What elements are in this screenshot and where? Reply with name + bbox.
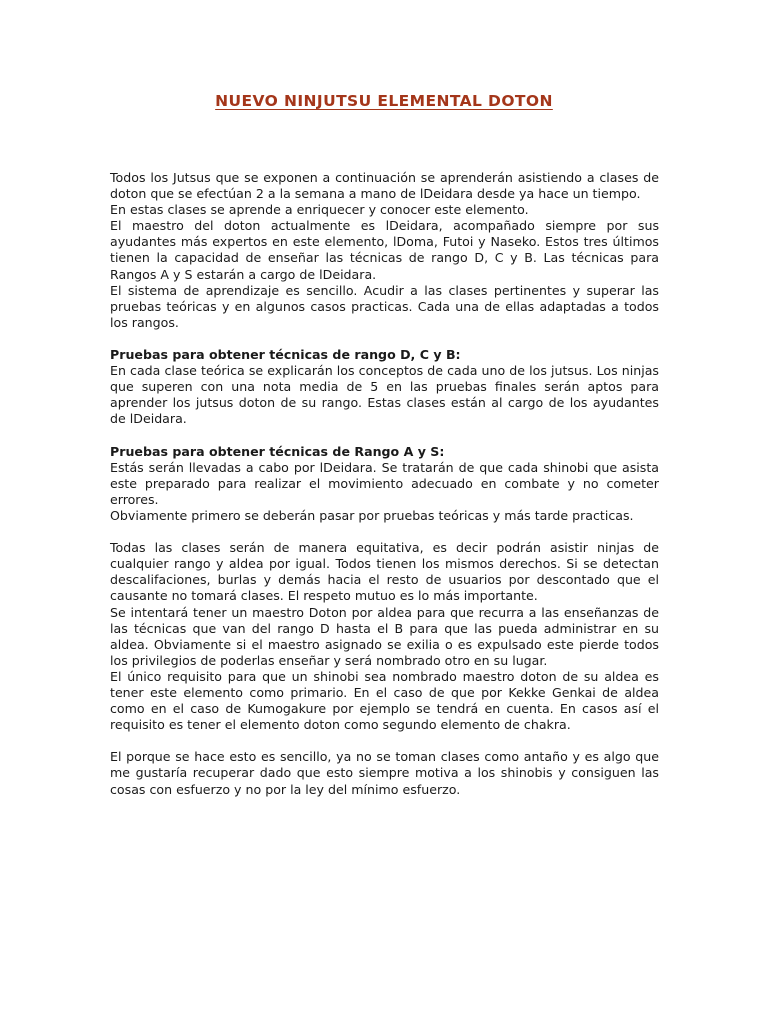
paragraph-gap (110, 331, 659, 347)
closing-paragraph: El porque se hace esto es sencillo, ya no se toman clases como antaño y es algo que me gustaría recuperar dado que esto siempre motiva a los shinobis y consiguen las cosas con esfuerzo y no por la ley del mínimo esfuerzo. (110, 749, 659, 797)
rules-paragraph: Se intentará tener un maestro Doton por aldea para que recurra a las enseñanzas de las técnicas que van del rango D hasta el B para que las pueda administrar en su aldea. Obviamente si el maestro asignado se exilia o es expulsado este pierde todos los privilegios de poderlas enseñar y será nombrado otro en su lugar. (110, 604, 659, 668)
intro-paragraph: En estas clases se aprende a enriquecer y conocer este elemento. (110, 202, 529, 218)
intro-paragraph: Todos los Jutsus que se exponen a continuación se aprenderán asistiendo a clases de doton que se efectúan 2 a la semana a mano de lDeidara desde ya hace un tiempo. (110, 170, 659, 202)
section-text-dcb: En cada clase teórica se explicarán los conceptos de cada uno de los jutsus. Los ninjas que superen con una nota media de 5 en las pruebas finales serán aptos para aprender los jutsus doton de su rango. Estas clases están al cargo de los ayudantes de lDeidara. (110, 363, 659, 427)
intro-paragraph: El sistema de aprendizaje es sencillo. Acudir a las clases pertinentes y superar las pruebas teóricas y en algunos casos practicas. Cada una de ellas adaptadas a todos los rangos. (110, 282, 659, 330)
rules-paragraph: El único requisito para que un shinobi sea nombrado maestro doton de su aldea es tener este elemento como primario. En el caso de que por Kekke Genkai de aldea como en el caso de Kumogakure por ejemplo se tendrá en cuenta. En casos así el requisito es tener el elemento doton como segundo elemento de chakra. (110, 668, 659, 733)
document-body (110, 170, 659, 798)
document-title-text: NUEVO NINJUTSU ELEMENTAL DOTON (215, 92, 553, 110)
section-text-as-2: Obviamente primero se deberán pasar por pruebas teóricas y más tarde practicas. (110, 507, 634, 523)
document-title (0, 92, 768, 110)
section-heading-dcb: Pruebas para obtener técnicas de rango D, C y B: (110, 347, 461, 363)
paragraph-gap (110, 524, 659, 540)
intro-paragraph: El maestro del doton actualmente es lDeidara, acompañado siempre por sus ayudantes más expertos en este elemento, lDoma, Futoi y Naseko. Estos tres últimos tienen la capacidad de enseñar las técnicas de rango D, C y B. Las técnicas para Rangos A y S estarán a cargo de lDeidara. (110, 218, 659, 282)
section-text-as: Estás serán llevadas a cabo por lDeidara. Se tratarán de que cada shinobi que asista este preparado para realizar el movimiento adecuado en combate y no cometer errores. (110, 459, 659, 507)
section-heading-as: Pruebas para obtener técnicas de Rango A y S: (110, 443, 445, 459)
paragraph-gap (110, 428, 659, 444)
paragraph-gap (110, 733, 659, 749)
rules-paragraph: Todas las clases serán de manera equitativa, es decir podrán asistir ninjas de cualquier rango y aldea por igual. Todos tienen los mismos derechos. Si se detectan descalifaciones, burlas y demás hacia el resto de usuarios por descontado que el causante no tomará clases. El respeto mutuo es lo más importante. (110, 540, 659, 604)
